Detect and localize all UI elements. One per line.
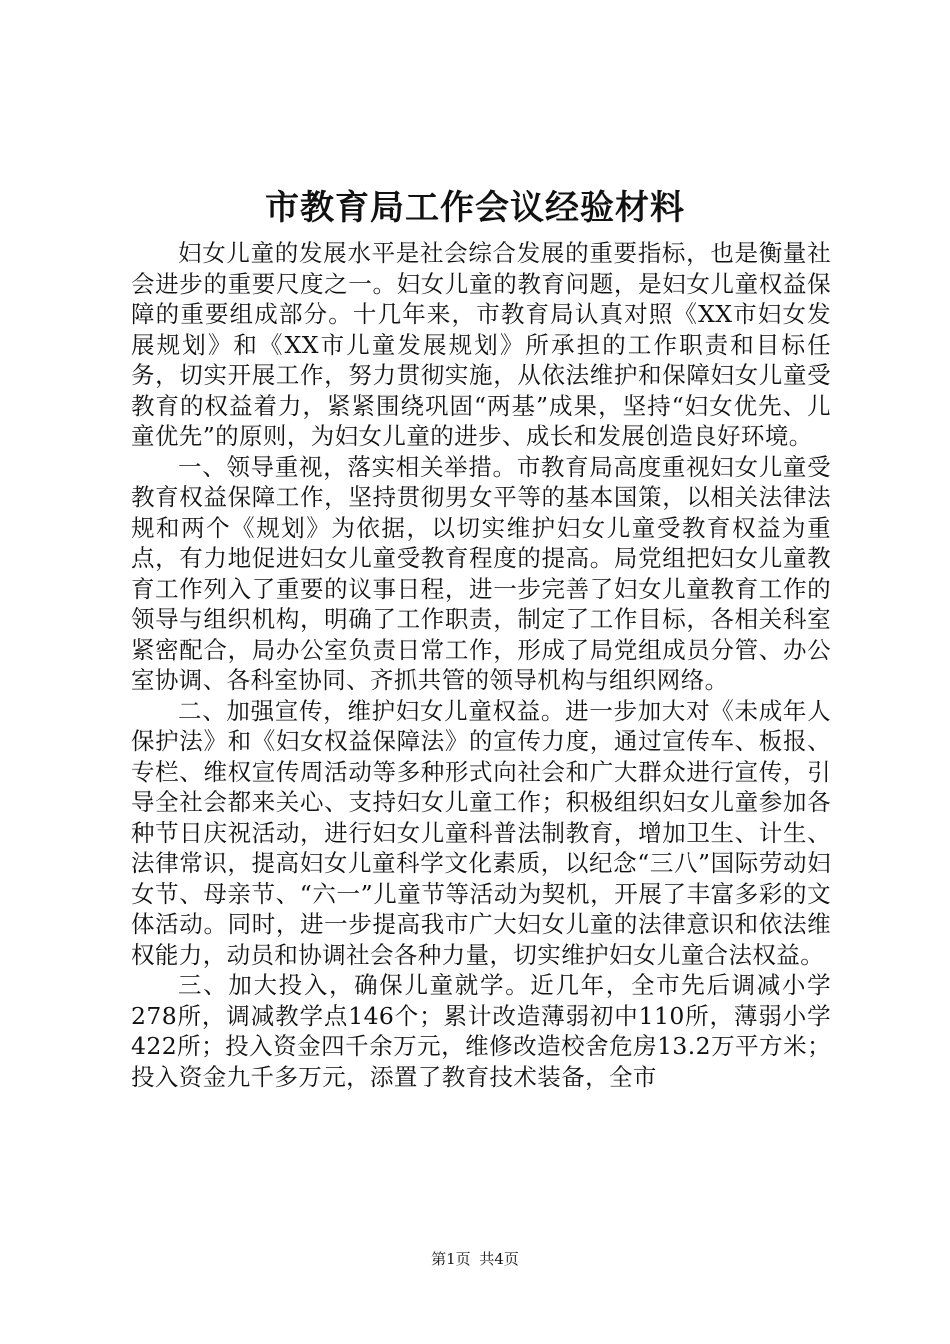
document-title: 市教育局工作会议经验材料: [265, 188, 685, 228]
page-number: 第1页: [431, 1250, 471, 1268]
page-total: 共4页: [479, 1250, 519, 1268]
document-body: [131, 238, 831, 1092]
paragraph-intro: 妇女儿童的发展水平是社会综合发展的重要指标，也是衡量社会进步的重要尺度之一。妇女儿童的教育问题，是妇女儿童权益保障的重要组成部分。十几年来，市教育局认真对照《XX市妇女发展规划》和《XX市儿童发展规划》所承担的工作职责和目标任务，切实开展工作，努力贯彻实施，从依法维护和保障妇女儿童受教育的权益着力，紧紧围绕巩固“两基”成果，坚持“妇女优先、儿童优先”的原则，为妇女儿童的进步、成长和发展创造良好环境。: [131, 239, 831, 450]
page-footer: [0, 1248, 950, 1270]
paragraph-section-1: 一、领导重视，落实相关举措。市教育局高度重视妇女儿童受教育权益保障工作，坚持贯彻男女平等的基本国策，以相关法律法规和两个《规划》为依据，以切实维护妇女儿童受教育权益为重点，有力地促进妇女儿童受教育程度的提高。局党组把妇女儿童教育工作列入了重要的议事日程，进一步完善了妇女儿童教育工作的领导与组织机构，明确了工作职责，制定了工作目标，各相关科室紧密配合，局办公室负责日常工作，形成了局党组成员分管、办公室协调、各科室协同、齐抓共管的领导机构与组织网络。: [131, 452, 831, 694]
paragraph-section-2: 二、加强宣传，维护妇女儿童权益。进一步加大对《未成年人保护法》和《妇女权益保障法》的宣传力度，通过宣传车、板报、专栏、维权宣传周活动等多种形式向社会和广大群众进行宣传，引导全社会都来关心、支持妇女儿童工作；积极组织妇女儿童参加各种节日庆祝活动，进行妇女儿童科普法制教育，增加卫生、计生、法律常识，提高妇女儿童科学文化素质，以纪念“三八”国际劳动妇女节、母亲节、“六一”儿童节等活动为契机，开展了丰富多彩的文体活动。同时，进一步提高我市广大妇女儿童的法律意识和依法维权能力，动员和协调社会各种力量，切实维护妇女儿童合法权益。: [131, 696, 831, 969]
paragraph-section-3: 三、加大投入，确保儿童就学。近几年，全市先后调减小学278所，调减教学点146个；累计改造薄弱初中110所，薄弱小学422所；投入资金四千余万元，维修改造校舍危房13.2万平方米；投入资金九千多万元，添置了教育技术装备，全市: [131, 971, 831, 1091]
